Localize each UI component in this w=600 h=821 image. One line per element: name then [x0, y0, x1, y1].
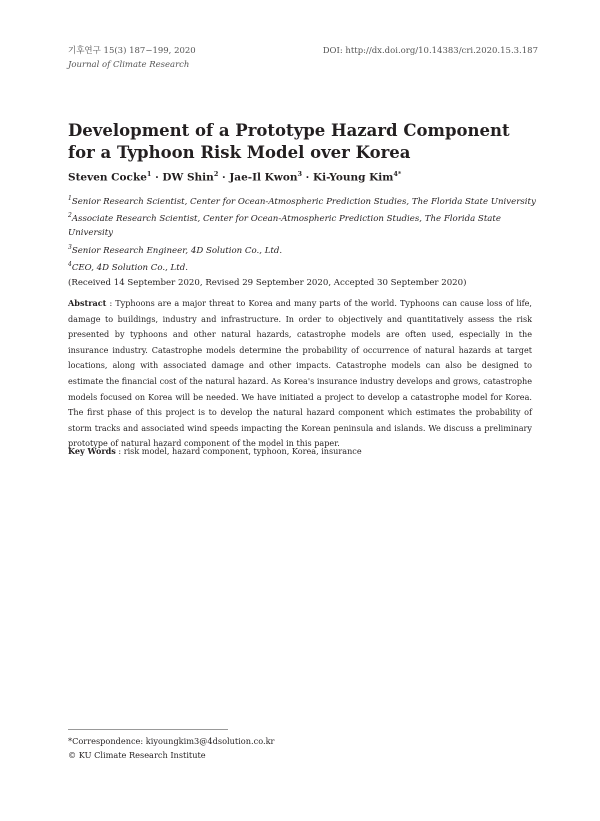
- keywords-separator: :: [115, 446, 124, 456]
- abstract-text: Typhoons are a major threat to Korea and many parts of the world. Typhoons can cause loss of life, damage to buildings, industry and infrastructure. In order to objectively and quantitatively assess the risk presented by typhoons and other natural hazards, catastrophe models are often used, especially in the insurance industry. Catastrophe models determine the probability of occurrence of natural hazards at target locations, along with associated damage and other impacts. Catastrophe models can also be designed to estimate the financial cost of the natural hazard. As Korea's insurance industry develops and grows, catastrophe models focused on Korea will be needed. We have initiated a project to develop a catastrophe model for Korea. The first phase of this project is to develop the natural hazard component which estimates the probability of storm tracks and associated wind speeds impacting the Korean peninsula and islands. We discuss a preliminary prototype of natural hazard component of the model in this paper.: [68, 298, 532, 449]
- author-name: Jae-Il Kwon: [229, 171, 298, 184]
- affiliation-sup: 1: [68, 195, 72, 202]
- footnote-divider: [68, 729, 228, 730]
- author-separator: ·: [218, 171, 230, 184]
- author-sup: 3: [297, 170, 303, 178]
- affiliation: [68, 258, 548, 275]
- author-separator: ·: [151, 171, 163, 184]
- footnotes: [68, 735, 274, 762]
- author-sup: 2: [213, 170, 219, 178]
- copyright-notice: © KU Climate Research Institute: [68, 749, 206, 760]
- affiliation-text: CEO, 4D Solution Co., Ltd.: [71, 262, 188, 273]
- affiliation: [68, 241, 548, 258]
- affiliation-sup: 2: [68, 212, 72, 220]
- author-sup: 4*: [393, 170, 402, 178]
- abstract-separator: :: [106, 298, 116, 308]
- author-list: [68, 170, 401, 184]
- affiliation-text: Senior Research Engineer, 4D Solution Co., Ltd.: [71, 245, 283, 256]
- paper-title: Development of a Prototype Hazard Component for a Typhoon Risk Model over Korea: [68, 121, 510, 162]
- abstract: [68, 296, 532, 452]
- keywords-text: risk model, hazard component, typhoon, Korea, insurance: [123, 446, 362, 456]
- affiliations: [68, 192, 548, 291]
- affiliation-sup: 4: [68, 260, 72, 268]
- doi-link[interactable]: DOI: http://dx.doi.org/10.14383/cri.2020.15.3.187: [322, 46, 538, 56]
- keywords-label: Key Words: [68, 446, 116, 456]
- received-dates: (Received 14 September 2020, Revised 29 September 2020, Accepted 30 September 2020): [68, 278, 467, 289]
- affiliation: [68, 192, 548, 209]
- running-header-left: [68, 44, 196, 72]
- author-separator: ·: [302, 171, 313, 184]
- affiliation-text: Senior Research Scientist, Center for Ocean-Atmospheric Prediction Studies, The Florida State University: [71, 196, 536, 207]
- author-sup: 1: [146, 170, 152, 178]
- affiliation: [68, 209, 548, 240]
- affiliation-sup: 3: [68, 243, 72, 251]
- journal-name: Journal of Climate Research: [68, 60, 190, 70]
- journal-citation: 기후연구 15(3) 187−199, 2020: [68, 46, 196, 56]
- keywords: [68, 444, 532, 458]
- affiliation-text: Associate Research Scientist, Center for Ocean-Atmospheric Prediction Studies, The Florida State University: [68, 214, 501, 238]
- author-name: Steven Cocke: [68, 171, 147, 184]
- author-name: Ki-Young Kim: [312, 171, 394, 184]
- correspondence-email[interactable]: *Correspondence: kiyoungkim3@4dsolution.co.kr: [68, 736, 275, 746]
- abstract-label: Abstract: [68, 298, 107, 308]
- author-name: DW Shin: [162, 171, 214, 184]
